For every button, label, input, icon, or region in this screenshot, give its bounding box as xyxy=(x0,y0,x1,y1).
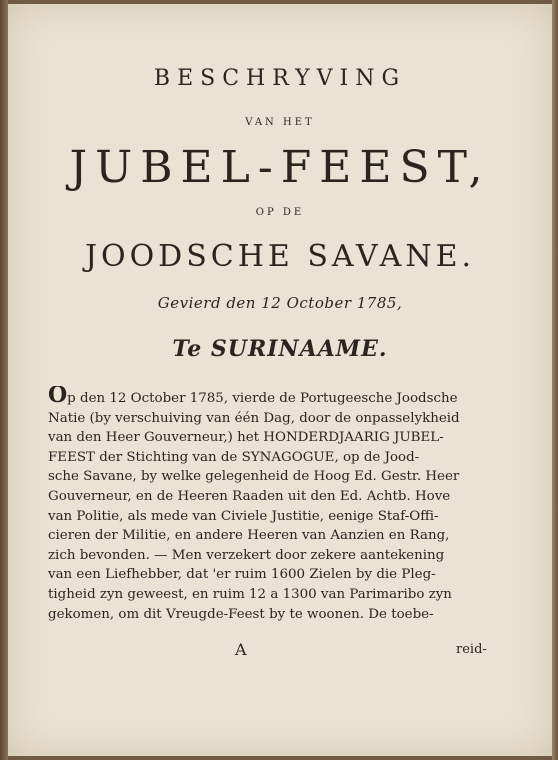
body-line-10: van een Liefhebber, dat 'er ruim 1600 Zielen by die Pleg- xyxy=(48,567,436,583)
book-binding-edge xyxy=(0,0,8,760)
title-line-van-het: VAN HET xyxy=(245,117,315,128)
body-line-3: van den Heer Gouverneur,) het HONDERDJAARIG JUBEL- xyxy=(48,430,444,446)
body-line-7: van Politie, als mede van Civiele Justitie, eenige Staf-Offi- xyxy=(48,508,439,524)
body-line-6: Gouverneur, en de Heeren Raaden uit den Ed. Achtb. Hove xyxy=(48,488,451,504)
body-line-12: gekomen, om dit Vreugde-Feest by te woonen. De toebe- xyxy=(48,606,434,622)
title-line-jubel-feest: JUBEL-FEEST, xyxy=(69,142,491,193)
title-line-joodsche-savane: JOODSCHE SAVANE. xyxy=(84,239,476,274)
body-line-11: tigheid zyn geweest, en ruim 12 a 1300 van Parimaribo zyn xyxy=(48,586,452,602)
body-line-5: sche Savane, by welke gelegenheid de Hoog Ed. Gestr. Heer xyxy=(48,469,460,485)
body-line-4: FEEST der Stichting van de SYNAGOGUE, op de Jood- xyxy=(48,449,420,465)
signature-mark: A xyxy=(235,640,247,659)
page-edge xyxy=(552,0,558,760)
title-line-suriname: Te SURINAAME. xyxy=(172,336,388,362)
title-line-beschryving: BESCHRYVING xyxy=(153,66,407,91)
title-line-op-de: OP DE xyxy=(255,207,305,218)
body-line-2: Natie (by verschuiving van één Dag, door de onpasselykheid xyxy=(48,410,460,426)
body-paragraph xyxy=(48,386,500,624)
drop-cap: O xyxy=(48,386,68,408)
body-line-1: Op den 12 October 1785, vierde de Portugeesche Joodsche xyxy=(48,386,500,409)
title-line-date: Gevierd den 12 October 1785, xyxy=(157,294,403,312)
body-line-9: zich bevonden. — Men verzekert door zekere aantekening xyxy=(48,547,445,563)
book-page xyxy=(8,4,552,756)
body-line-8: cieren der Militie, en andere Heeren van Aanzien en Rang, xyxy=(48,528,450,544)
catchword: reid- xyxy=(456,642,487,657)
